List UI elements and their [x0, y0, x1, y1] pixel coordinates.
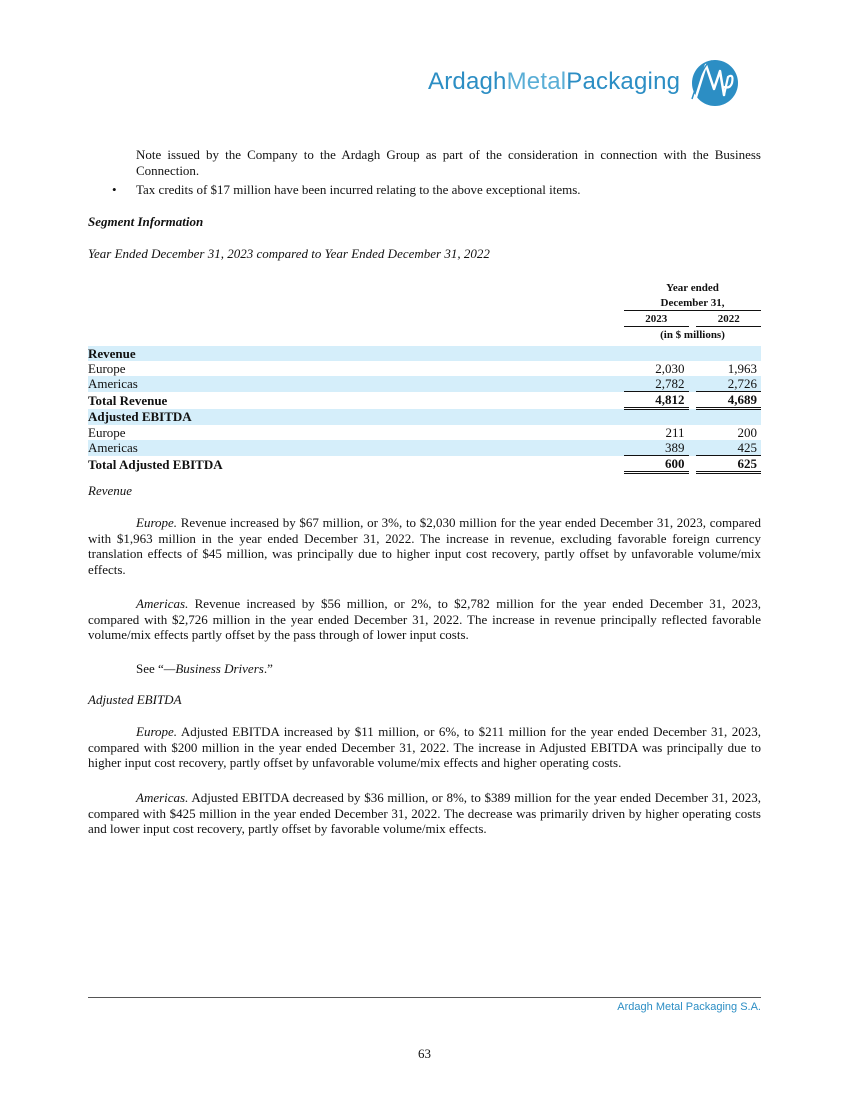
- segment-table: [88, 280, 761, 474]
- table-row: [88, 346, 761, 361]
- footer-divider: [88, 997, 761, 998]
- logo-word-metal: Metal: [506, 68, 567, 95]
- segment-heading: Segment Information: [88, 214, 204, 229]
- europe-text: Revenue increased by $67 million, or 3%, to $2,030 million for the year ended December 31, 2023, compared with $1,963 million in the year ended December 31, 2022. The increase in revenue, excluding favorable foreign currency translation effects of $45 million, was principally due to higher input cost recovery, partly offset by unfavorable volume/mix effects.: [88, 515, 761, 577]
- header-col-2023: 2023: [624, 311, 689, 327]
- revenue-europe-paragraph: [88, 515, 761, 577]
- company-logo: [428, 55, 742, 109]
- cell-2022: 1,963: [727, 361, 757, 376]
- cell-2022: 425: [696, 440, 761, 456]
- europe-lead: Europe.: [136, 724, 178, 739]
- bullet-item: [112, 182, 761, 198]
- table-header-row: [88, 295, 761, 311]
- cell-2023: 600: [624, 456, 689, 473]
- ebitda-americas-paragraph: [88, 790, 761, 837]
- header-december: December 31,: [624, 295, 761, 311]
- see-prefix: See “: [136, 661, 164, 676]
- table-header-row: [88, 327, 761, 343]
- header-year-ended: Year ended: [666, 281, 719, 294]
- row-label: Total Revenue: [88, 392, 168, 408]
- table-header-row: [88, 311, 761, 327]
- logo-word-packaging: Packaging: [566, 68, 681, 95]
- page-number: 63: [418, 1046, 431, 1061]
- logo-wordmark: [428, 68, 680, 96]
- europe-lead: Europe.: [136, 515, 178, 530]
- table-row: [88, 425, 761, 440]
- row-label: Americas: [88, 376, 616, 392]
- total-row: [88, 392, 761, 409]
- revenue-heading: Revenue: [88, 483, 133, 498]
- bullet-text: Tax credits of $17 million have been incurred relating to the above exceptional items.: [136, 182, 581, 197]
- amp-logo-icon: [684, 55, 742, 109]
- logo-word-ardagh: Ardagh: [428, 68, 507, 95]
- segment-subheading: Year Ended December 31, 2023 compared to Year Ended December 31, 2022: [88, 246, 490, 261]
- table-row: [88, 409, 761, 426]
- note-continuation: [136, 147, 761, 178]
- bullet-dot-icon: •: [112, 182, 117, 197]
- cell-2023: 2,030: [655, 361, 685, 376]
- see-suffix: .”: [263, 661, 273, 676]
- ebitda-europe-paragraph: [88, 724, 761, 771]
- table-row: [88, 440, 761, 456]
- americas-text: Adjusted EBITDA decreased by $36 million, or 8%, to $389 million for the year ended December 31, 2023, compared with $425 million in the year ended December 31, 2022. The decrease was primarily driven by higher operating costs and lower input cost recovery, partly offset by favorable volume/mix effects.: [88, 790, 761, 837]
- cell-2022: 625: [696, 456, 761, 473]
- section-label-ebitda: Adjusted EBITDA: [88, 409, 616, 426]
- see-business-drivers: [88, 661, 761, 677]
- cell-2023: 211: [665, 425, 685, 440]
- business-drivers-reference: —Business Drivers: [163, 661, 264, 676]
- header-col-2022: 2022: [696, 311, 761, 327]
- americas-lead: Americas.: [136, 790, 189, 805]
- header-units: (in $ millions): [660, 328, 725, 341]
- row-label: Total Adjusted EBITDA: [88, 456, 223, 472]
- total-row: [88, 456, 761, 473]
- table-header-row: [88, 280, 761, 295]
- cell-2023: 2,782: [624, 376, 689, 392]
- table-row: [88, 361, 761, 376]
- cell-2023: 4,812: [624, 392, 689, 409]
- row-label: Americas: [88, 440, 616, 456]
- cell-2022: 4,689: [696, 392, 761, 409]
- cell-2023: 389: [624, 440, 689, 456]
- cell-2022: 200: [737, 425, 757, 440]
- americas-text: Revenue increased by $56 million, or 2%, to $2,782 million for the year ended December 31, 2023, compared with $2,726 million in the year ended December 31, 2022. The increase in revenue principally reflected favorable volume/mix effects partly offset by the pass through of lower input costs.: [88, 596, 761, 643]
- europe-text: Adjusted EBITDA increased by $11 million, or 6%, to $211 million for the year ended December 31, 2023, compared with $200 million in the year ended December 31, 2022. The increase in Adjusted EBITDA was principally due to higher input cost recovery, partly offset by unfavorable volume/mix effects and higher operating costs.: [88, 724, 761, 771]
- row-label: Europe: [88, 361, 126, 376]
- americas-lead: Americas.: [136, 596, 189, 611]
- table-row: [88, 376, 761, 392]
- ebitda-heading: Adjusted EBITDA: [88, 692, 182, 707]
- note-continuation-text: Note issued by the Company to the Ardagh Group as part of the consideration in connection with the Business Connection.: [136, 147, 761, 178]
- section-label-revenue: Revenue: [88, 346, 616, 361]
- row-label: Europe: [88, 425, 126, 440]
- revenue-americas-paragraph: [88, 596, 761, 643]
- cell-2022: 2,726: [696, 376, 761, 392]
- footer-company: Ardagh Metal Packaging S.A.: [617, 1001, 761, 1013]
